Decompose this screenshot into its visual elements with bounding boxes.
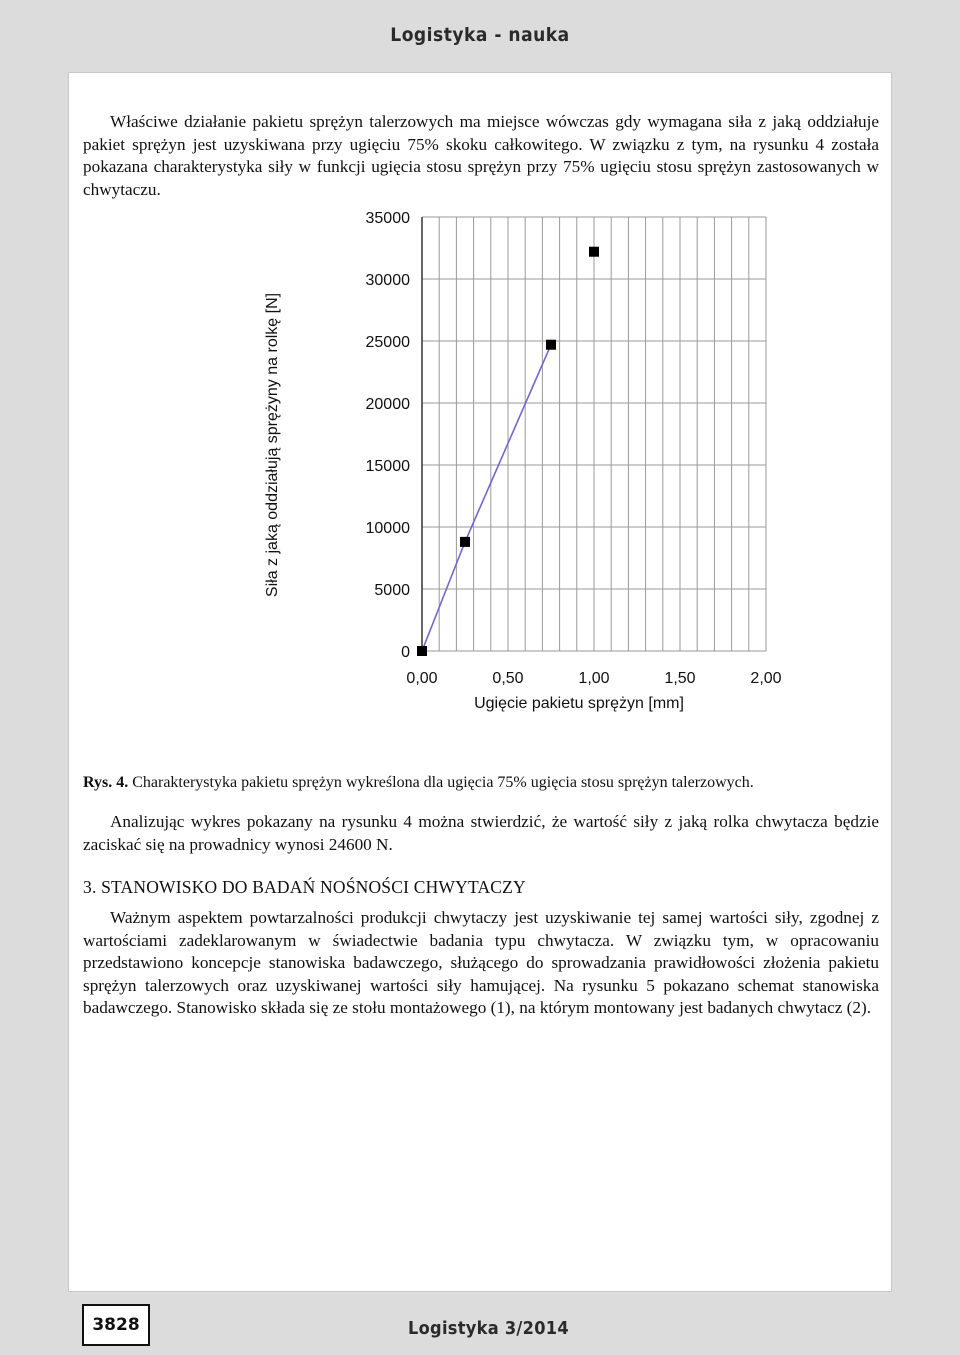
data-point	[589, 247, 599, 257]
caption-text: Charakterystyka pakietu sprężyn wykreślona dla ugięcia 75% ugięcia stosu sprężyn talerzowych.	[128, 774, 754, 791]
y-tick-label: 25000	[365, 334, 410, 351]
data-point	[546, 340, 556, 350]
x-tick-label: 1,50	[664, 670, 696, 687]
y-tick-label: 20000	[365, 396, 410, 413]
running-header: Logistyka - nauka	[390, 24, 570, 46]
y-tick-label: 0	[401, 644, 410, 661]
force-deflection-chart	[254, 205, 782, 712]
x-tick-label: 2,00	[750, 670, 782, 687]
y-tick-labels	[366, 210, 411, 661]
x-tick-label: 1,00	[578, 670, 610, 687]
x-tick-label: 0,50	[492, 670, 524, 687]
data-point	[417, 646, 427, 656]
paragraph-analysis: Analizując wykres pokazany na rysunku 4 można stwierdzić, że wartość siły z jaką rolka chwytacza będzie zaciskać się na prowadnicy wynosi 24600 N.	[83, 812, 879, 854]
paragraph-intro: Właściwe działanie pakietu sprężyn talerzowych ma miejsce wówczas gdy wymagana siła z jaką oddziałuje pakiet sprężyn jest uzyskiwana przy ugięciu 75% skoku całkowitego. W związku z tym, na rysunku 4 została pokazana charakterystyka siły w funkcji ugięcia stosu sprężyn przy 75% ugięciu stosu sprężyn zastosowanych w chwytaczu.	[83, 112, 879, 199]
y-tick-label: 10000	[365, 520, 410, 537]
chart-grid	[422, 217, 766, 651]
x-tick-labels	[406, 670, 781, 687]
y-axis-label: Siła z jaką oddziałują sprężyny na rolkę [N]	[264, 292, 281, 598]
paragraph-section3: Ważnym aspektem powtarzalności produkcji chwytaczy jest uzyskiwanie tej samej wartości siły, zgodnej z wartościami zadeklarowanym w świadectwie badania typu chwytacza. W związku tym, w opracowaniu przedstawiono koncepcje stanowiska badawczego, służącego do sprowadzania prawidłowości złożenia pakietu sprężyn talerzowych oraz uzyskiwanej wartości siły hamującej. Na rysunku 5 pokazano schemat stanowiska badawczego. Stanowisko składa się ze stołu montażowego (1), na którym montowany jest badanych chwytacz (2).	[83, 908, 879, 1017]
y-tick-label: 5000	[374, 582, 410, 599]
figure-caption	[83, 773, 879, 793]
data-point	[460, 537, 470, 547]
section-heading: 3. STANOWISKO DO BADAŃ NOŚNOŚCI CHWYTACZY	[83, 877, 526, 897]
y-tick-label: 30000	[365, 272, 410, 289]
y-tick-label: 35000	[365, 210, 410, 227]
series-line	[422, 345, 551, 651]
x-axis-label: Ugięcie pakietu sprężyn [mm]	[474, 695, 684, 712]
journal-footer: Logistyka 3/2014	[408, 1318, 569, 1339]
page-sheet	[68, 72, 892, 1292]
x-tick-label: 0,00	[406, 670, 438, 687]
caption-label: Rys. 4.	[83, 774, 129, 791]
page-number: 3828	[82, 1304, 150, 1346]
y-tick-label: 15000	[365, 458, 410, 475]
